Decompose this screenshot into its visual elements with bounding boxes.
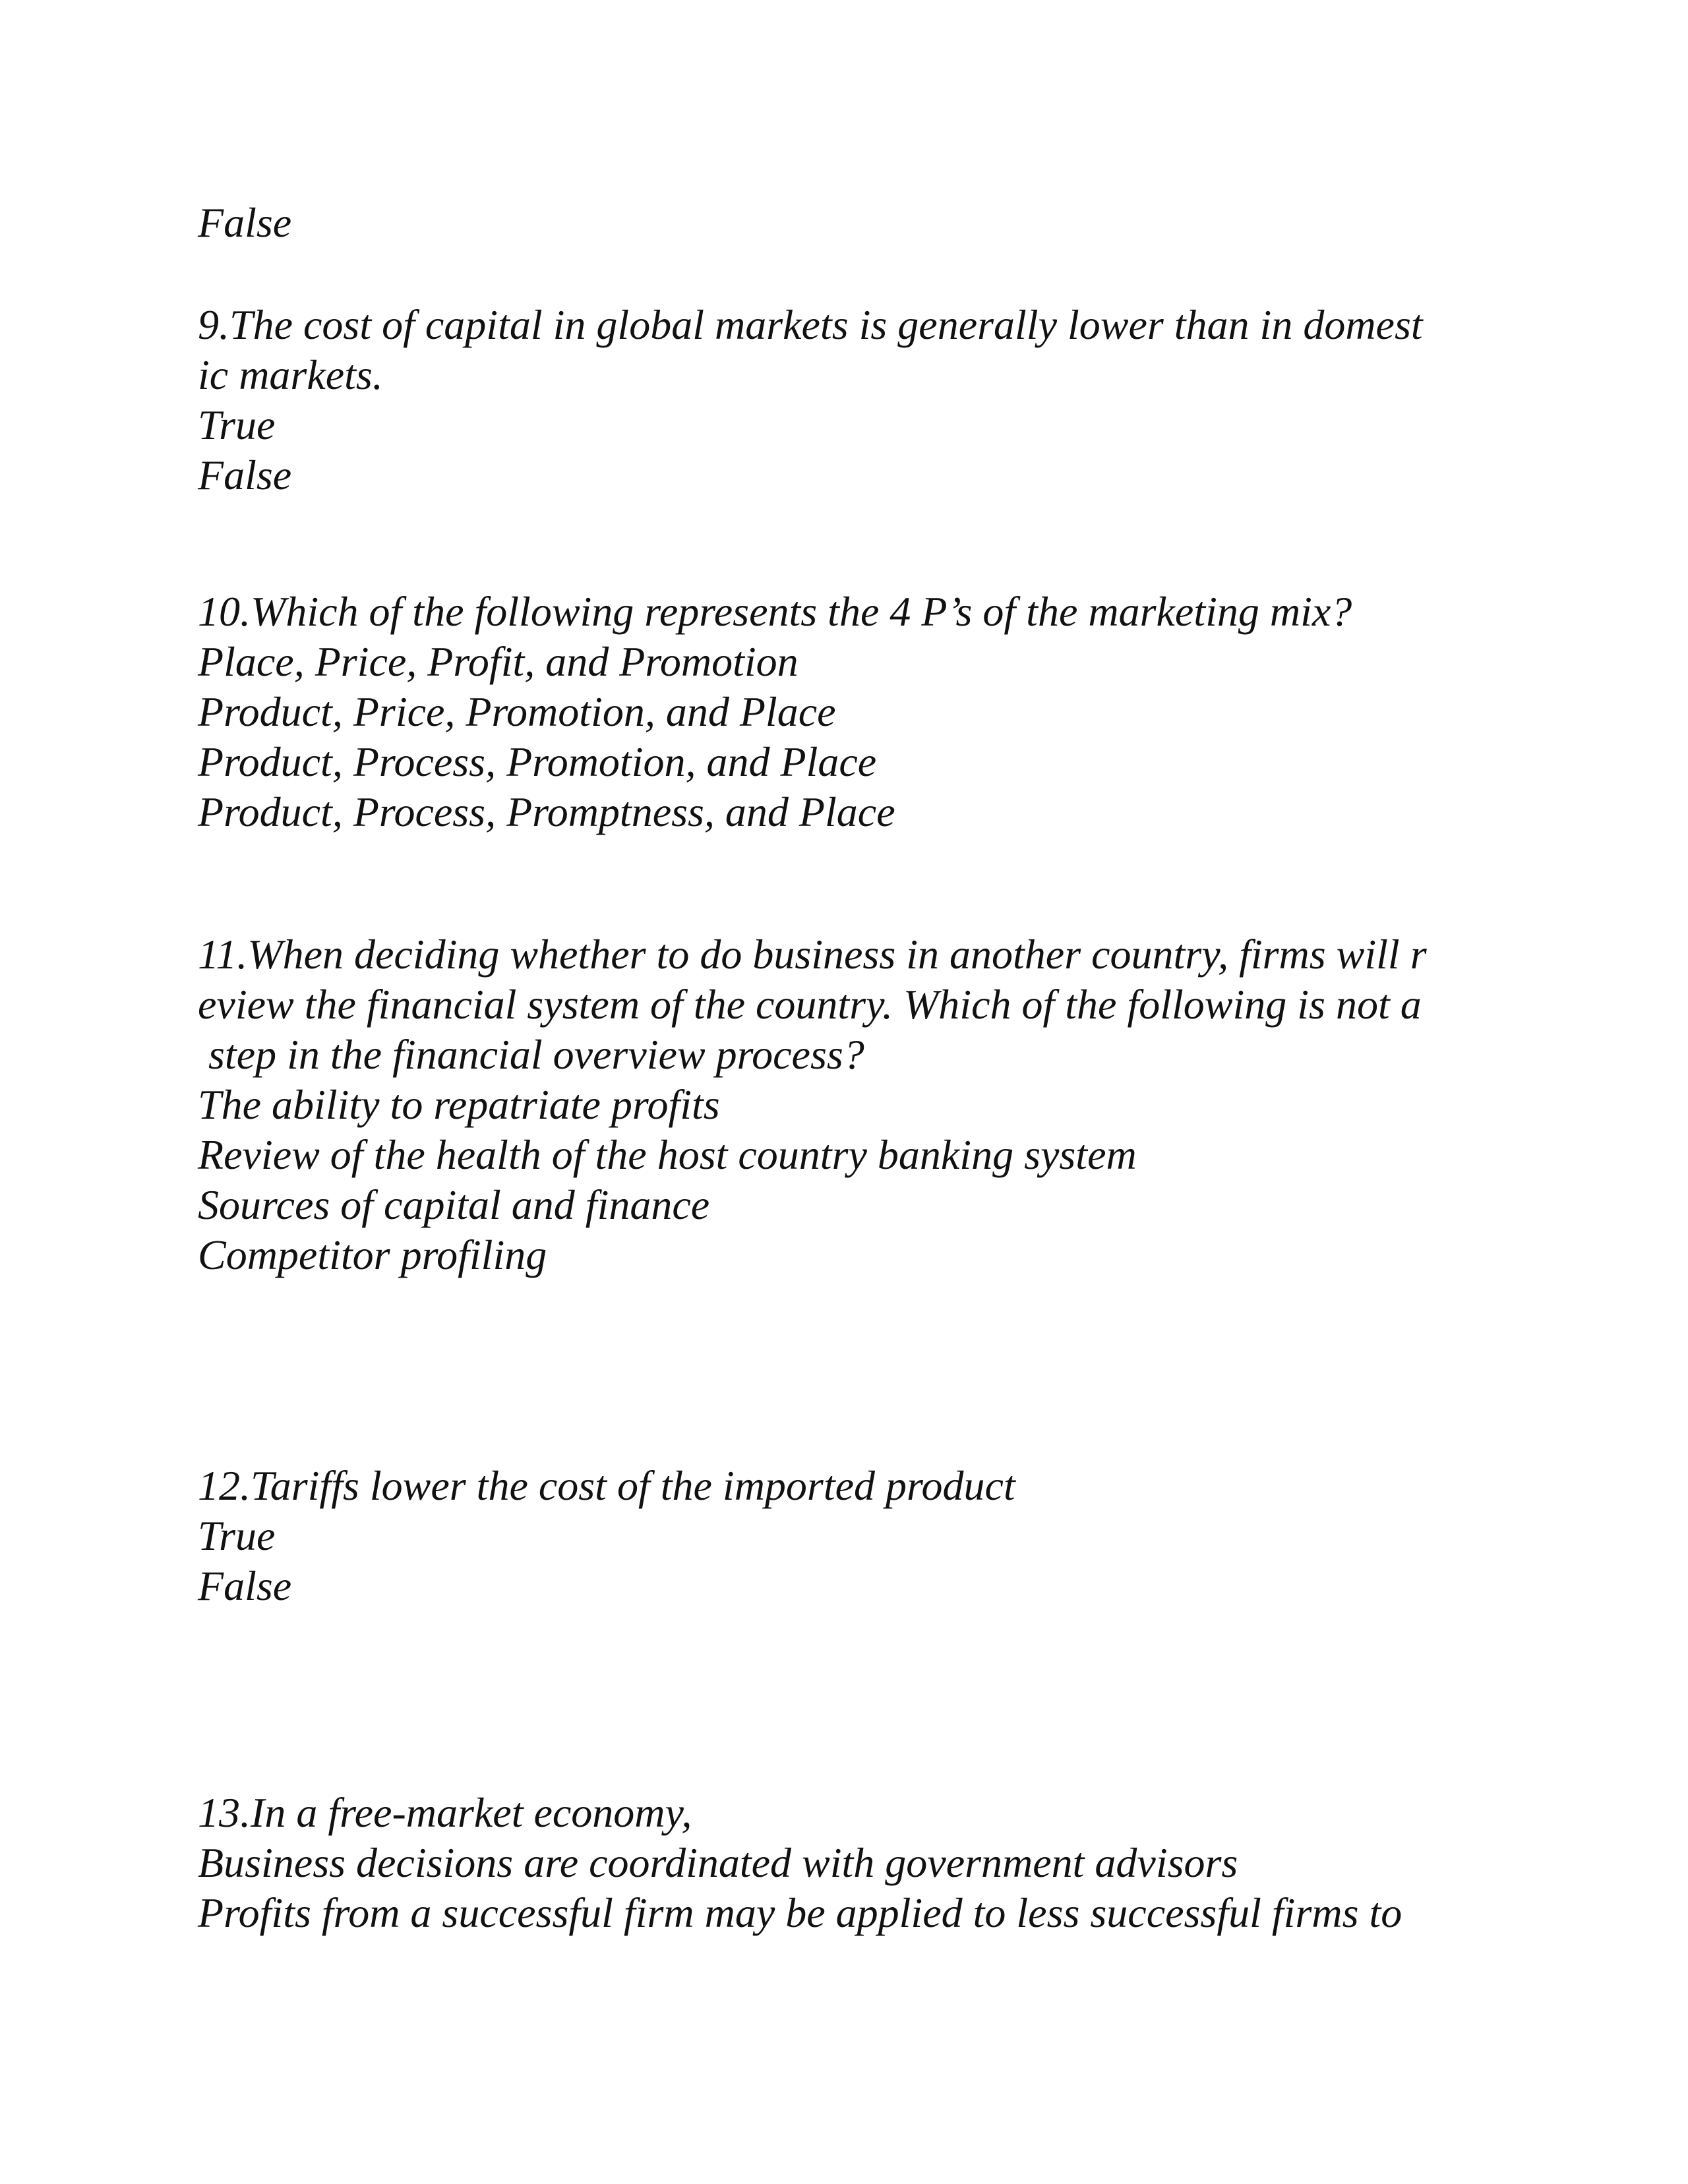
question-10-option-d: Product, Process, Promptness, and Place [198, 788, 895, 835]
question-13-option-a: Business decisions are coordinated with government advisors [198, 1839, 1238, 1886]
answer-option-false: False [198, 199, 292, 246]
question-11-option-c: Sources of capital and finance [198, 1181, 710, 1228]
question-13-text: 13.In a free-market economy, [198, 1789, 692, 1836]
question-11-text-line-3: step in the financial overview process? [198, 1031, 864, 1078]
question-11-option-a: The ability to repatriate profits [198, 1081, 720, 1128]
question-12-option-true: True [198, 1512, 276, 1559]
question-11-text-line-1: 11.When deciding whether to do business in another country, firms will r [198, 931, 1427, 978]
question-11-option-b: Review of the health of the host country banking system [198, 1131, 1137, 1178]
question-9-option-true: True [198, 401, 276, 448]
question-10-option-c: Product, Process, Promotion, and Place [198, 738, 877, 785]
question-10-option-b: Product, Price, Promotion, and Place [198, 688, 836, 735]
question-13-option-b: Profits from a successful firm may be applied to less successful firms to [198, 1889, 1402, 1936]
question-10-option-a: Place, Price, Profit, and Promotion [198, 638, 799, 685]
question-9-option-false: False [198, 452, 292, 498]
question-10-text: 10.Which of the following represents the 4 P’s of the marketing mix? [198, 588, 1352, 635]
question-9-text-line-1: 9.The cost of capital in global markets is generally lower than in domest [198, 301, 1423, 348]
question-11-text-line-2: eview the financial system of the country. Which of the following is not a [198, 981, 1422, 1028]
question-11-option-d: Competitor profiling [198, 1231, 547, 1278]
question-12-option-false: False [198, 1562, 292, 1609]
question-12-text: 12.Tariffs lower the cost of the imported product [198, 1462, 1015, 1509]
question-9-text-line-2: ic markets. [198, 351, 383, 398]
